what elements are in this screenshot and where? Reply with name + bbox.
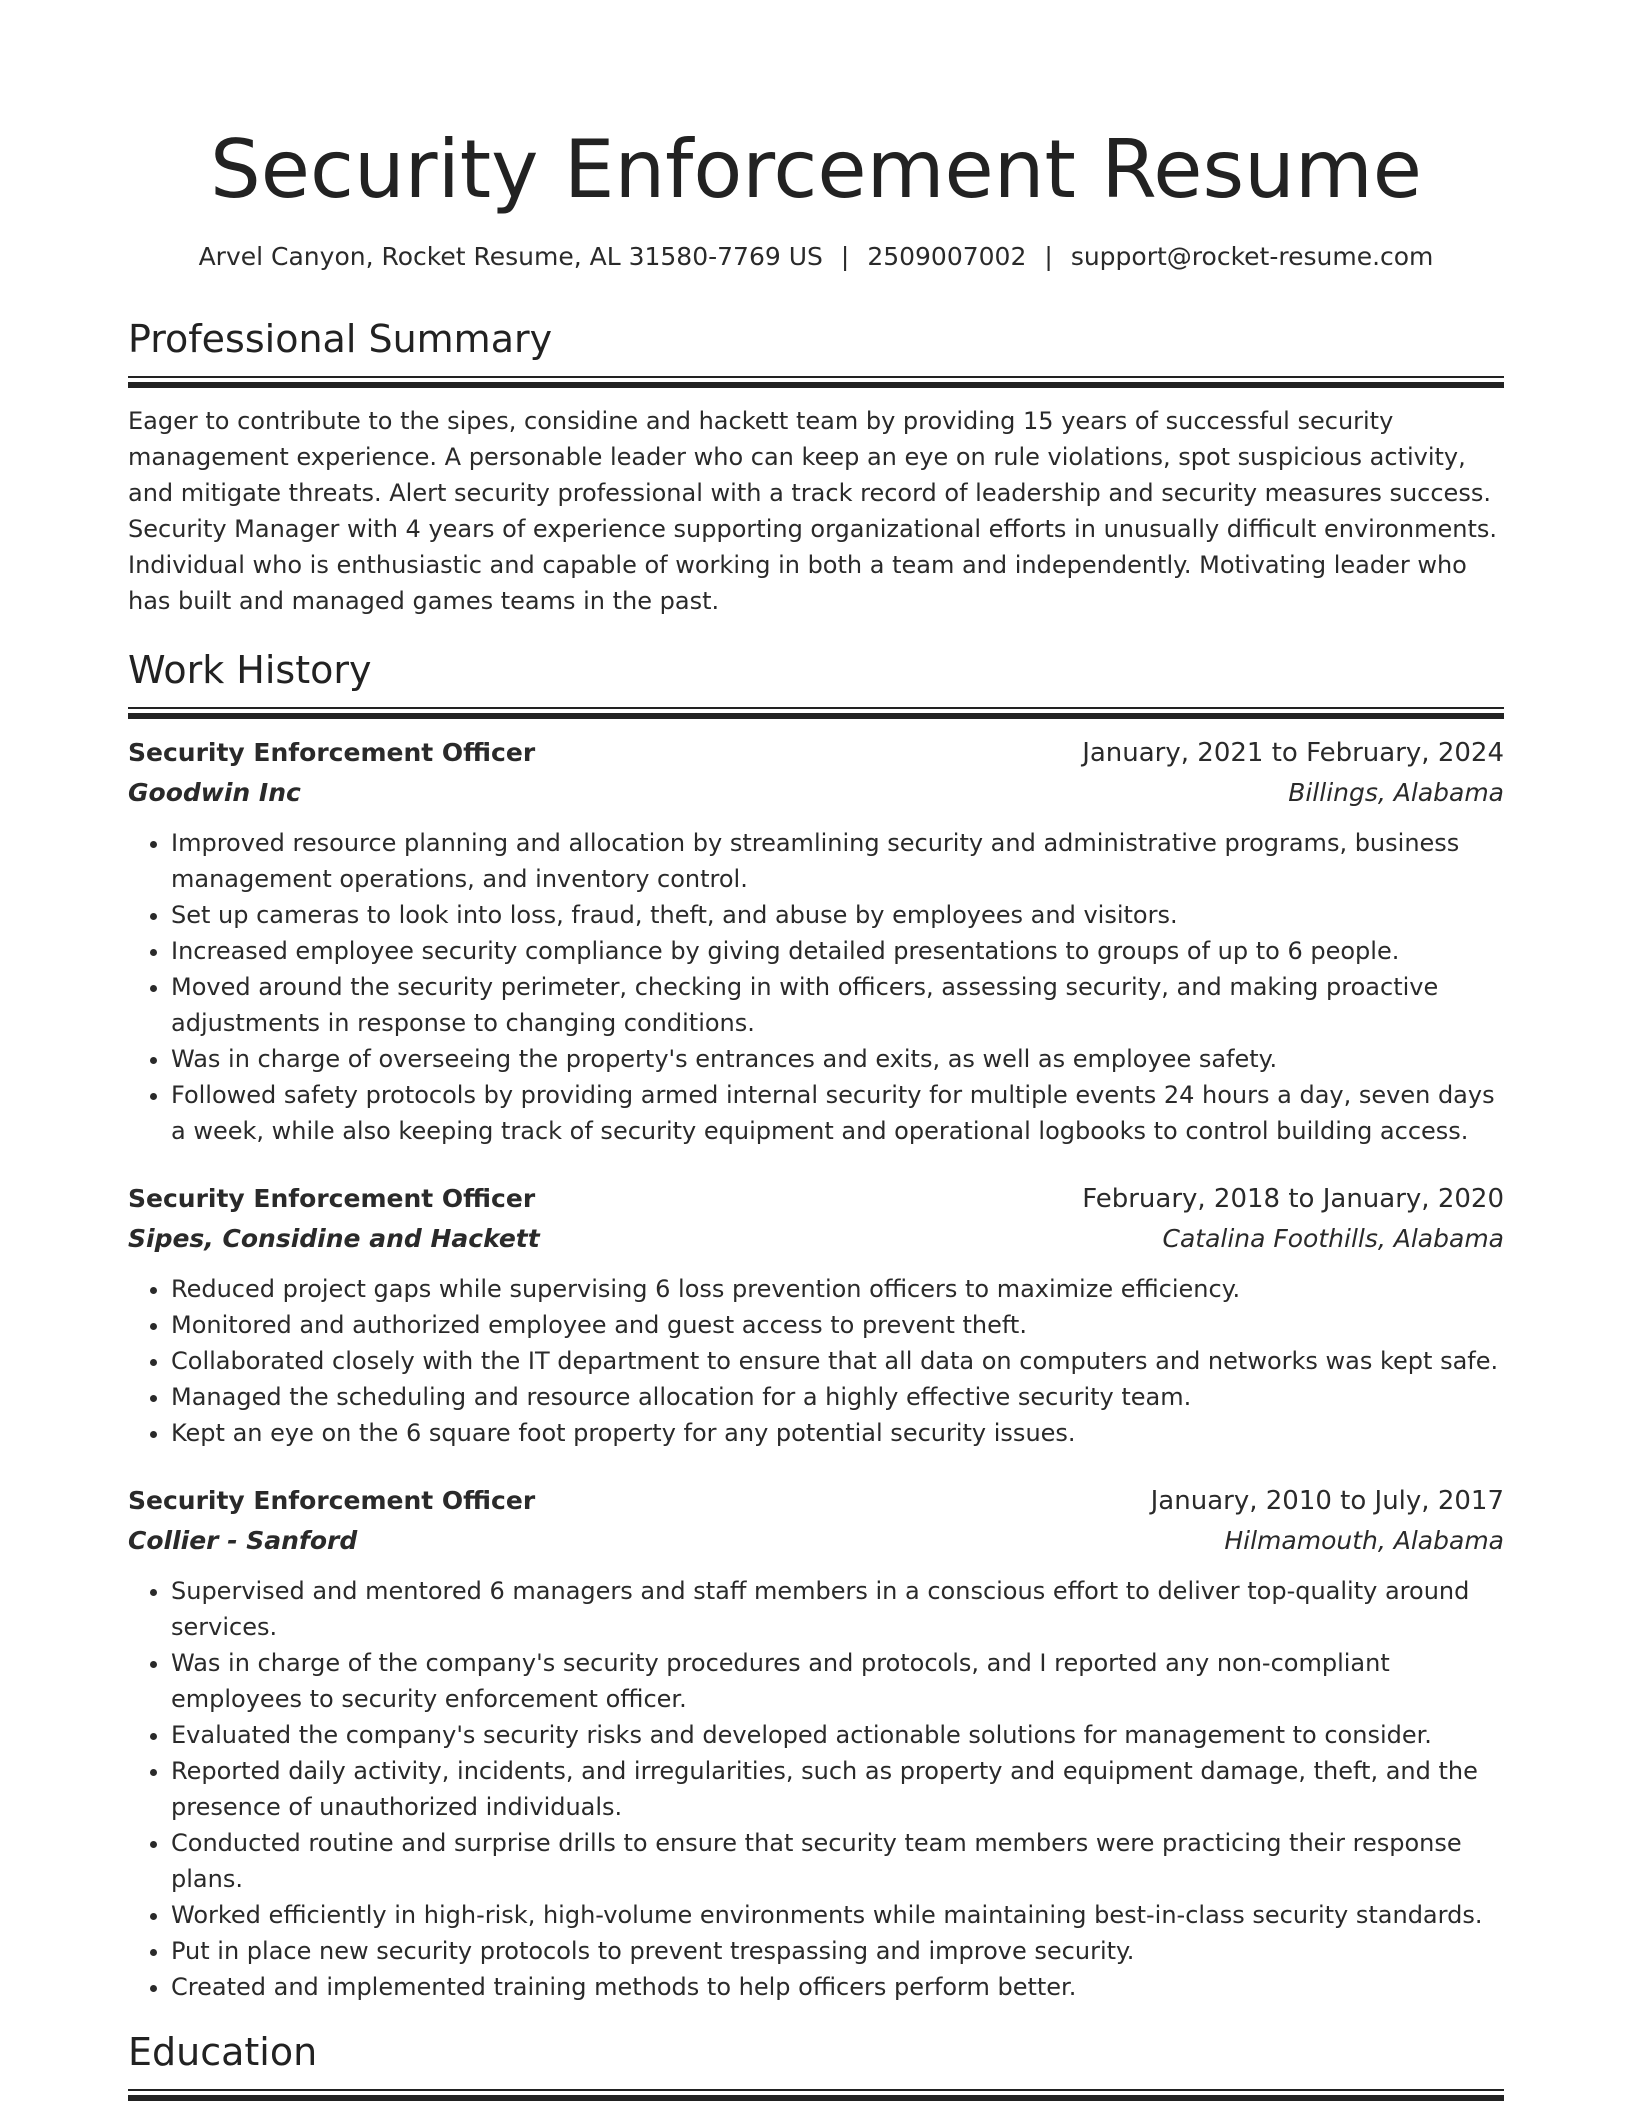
job-company-row: [128, 1219, 1504, 1259]
job-bullet: • Set up cameras to look into loss, fraud, theft, and abuse by employees and visitors.: [171, 897, 1504, 933]
job-bullet: • Kept an eye on the 6 square foot property for any potential security issues.: [171, 1415, 1504, 1451]
job-entry: [128, 1179, 1504, 1451]
job-bullet: • Put in place new security protocols to prevent trespassing and improve security.: [171, 1933, 1504, 1969]
job-bullet: • Increased employee security compliance by giving detailed presentations to groups of up to 6 people.: [171, 933, 1504, 969]
job-location: Billings, Alabama: [1288, 778, 1504, 807]
job-title: Security Enforcement Officer: [128, 1184, 536, 1213]
work-history-section: [128, 645, 1504, 2005]
education-section: [128, 2027, 1504, 2101]
job-bullet: • Reported daily activity, incidents, and irregularities, such as property and equipment damage, theft, and the presence of unauthorized individuals.: [171, 1753, 1504, 1825]
job-header-row: [128, 1481, 1504, 1521]
professional-summary-section: [128, 314, 1504, 619]
job-bullet: • Was in charge of overseeing the property's entrances and exits, as well as employee safety.: [171, 1041, 1504, 1077]
job-location: Hilmamouth, Alabama: [1224, 1526, 1504, 1555]
job-header-row: [128, 733, 1504, 773]
section-divider: [128, 707, 1504, 719]
section-heading-education: Education: [128, 2030, 318, 2074]
job-bullet: • Managed the scheduling and resource allocation for a highly effective security team.: [171, 1379, 1504, 1415]
job-entry: [128, 733, 1504, 1149]
job-bullet: • Supervised and mentored 6 managers and staff members in a conscious effort to deliver top-quality around services.: [171, 1573, 1504, 1645]
job-bullet-list: [128, 825, 1504, 1149]
job-bullet: • Created and implemented training methods to help officers perform better.: [171, 1969, 1504, 2005]
contact-phone: 2509007002: [867, 242, 1027, 271]
summary-text: Eager to contribute to the sipes, considine and hackett team by providing 15 years of successful security management experience. A personable leader who can keep an eye on rule violations, spot suspicious activity, and mitigate threats. Alert security professional with a track record of leadership and security measures success. Security Manager with 4 years of experience supporting organizational efforts in unusually difficult environments. Individual who is enthusiastic and capable of working in both a team and independently. Motivating leader who has built and managed games teams in the past.: [128, 407, 1497, 615]
job-bullet: • Evaluated the company's security risks and developed actionable solutions for management to consider.: [171, 1717, 1504, 1753]
job-bullet: • Conducted routine and surprise drills to ensure that security team members were practicing their response plans.: [171, 1825, 1504, 1897]
job-bullet: • Was in charge of the company's security procedures and protocols, and I reported any non-compliant employees to security enforcement officer.: [171, 1645, 1504, 1717]
job-company: Sipes, Considine and Hackett: [128, 1224, 540, 1253]
job-bullet: • Improved resource planning and allocation by streamlining security and administrative programs, business management operations, and inventory control.: [171, 825, 1504, 897]
job-bullet: • Monitored and authorized employee and guest access to prevent theft.: [171, 1307, 1504, 1343]
contact-email: support@rocket-resume.com: [1070, 242, 1434, 271]
contact-address: Arvel Canyon, Rocket Resume, AL 31580-7769 US: [198, 242, 823, 271]
job-dates: January, 2010 to July, 2017: [1150, 1486, 1504, 1516]
job-bullet: • Reduced project gaps while supervising 6 loss prevention officers to maximize efficiency.: [171, 1271, 1504, 1307]
job-bullet: • Followed safety protocols by providing armed internal security for multiple events 24 hours a day, seven days a week, while also keeping track of security equipment and operational logbooks to control building access.: [171, 1077, 1504, 1149]
job-bullet-list: [128, 1271, 1504, 1451]
job-title: Security Enforcement Officer: [128, 1486, 536, 1515]
job-bullet: • Moved around the security perimeter, checking in with officers, assessing security, and making proactive adjustments in response to changing conditions.: [171, 969, 1504, 1041]
section-divider: [128, 376, 1504, 388]
job-company-row: [128, 773, 1504, 813]
contact-separator: |: [1044, 242, 1053, 271]
contact-separator: |: [840, 242, 850, 271]
job-dates: January, 2021 to February, 2024: [1082, 738, 1504, 768]
job-title: Security Enforcement Officer: [128, 738, 536, 767]
job-header-row: [128, 1179, 1504, 1219]
job-bullet: • Worked efficiently in high-risk, high-volume environments while maintaining best-in-class security standards.: [171, 1897, 1504, 1933]
job-company: Collier - Sanford: [128, 1526, 358, 1555]
section-heading-summary: Professional Summary: [128, 317, 553, 361]
job-company: Goodwin Inc: [128, 778, 301, 807]
job-bullet-list: [128, 1573, 1504, 2005]
section-heading-work-history: Work History: [128, 648, 372, 692]
resume-title: Security Enforcement Resume: [209, 123, 1423, 216]
job-dates: February, 2018 to January, 2020: [1082, 1184, 1504, 1214]
section-divider: [128, 2089, 1504, 2101]
contact-line: [128, 240, 1504, 274]
job-bullet: • Collaborated closely with the IT department to ensure that all data on computers and networks was kept safe.: [171, 1343, 1504, 1379]
job-location: Catalina Foothills, Alabama: [1162, 1224, 1504, 1253]
job-entry: [128, 1481, 1504, 2005]
job-company-row: [128, 1521, 1504, 1561]
